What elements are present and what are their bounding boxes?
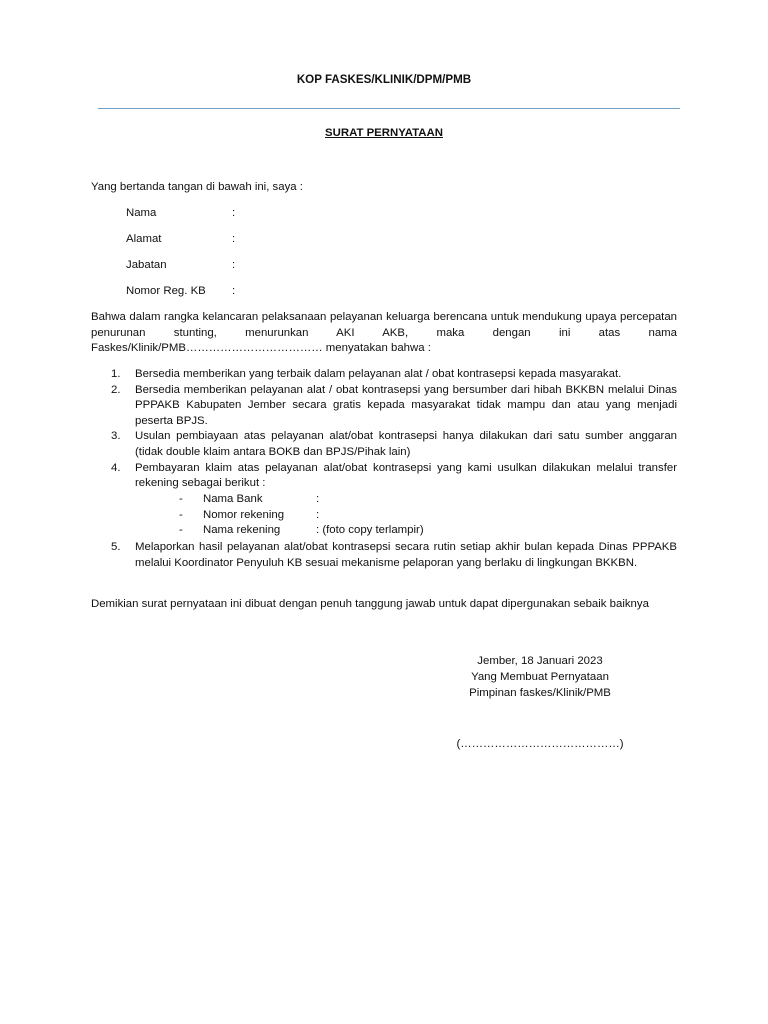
field-jabatan [126,258,235,274]
field-label: Nama [126,207,157,219]
statement-text: Bersedia memberikan yang terbaik dalam pelayanan alat / obat kontrasepsi kepada masyarakat. [135,368,622,380]
bank-detail-value: : [316,493,320,505]
statement-text: Pembayaran klaim atas pelayanan alat/obat kontrasepsi yang kami usulkan dilakukan melalui transfer rekening sebagai berikut : [135,461,677,490]
dash-bullet: - [179,508,183,521]
bank-detail-label: Nomor rekening [203,508,285,521]
bank-detail-row [135,508,675,524]
closing-paragraph: Demikian surat pernyataan ini dibuat dengan penuh tanggung jawab untuk dapat dipergunakan sebaik baiknya [91,598,649,610]
field-label: Alamat [126,233,162,245]
statement-number: 2. [111,383,121,396]
statement-item [91,383,677,430]
statement-number: 4. [111,461,121,474]
signature-place-date: Jember, 18 Januari 2023 [477,655,603,667]
bank-account-list [135,492,675,539]
field-colon: : [232,207,236,219]
statement-list-continued [91,540,677,571]
intro-text: Yang bertanda tangan di bawah ini, saya : [91,181,303,193]
statement-number: 3. [111,430,121,443]
bank-detail-label: Nama rekening [203,524,281,537]
statement-item [91,540,677,571]
statement-number: 5. [111,541,121,553]
body-paragraph: Bahwa dalam rangka kelancaran pelaksanaan pelayanan keluarga berencana untuk mendukung upaya percepatan penurunan stunting, menurunkan AKI AKB, maka dengan ini atas nama Faskes/Klinik/PMB……………………………… menyatakan bahwa : [91,311,677,355]
field-nomor-reg-kb [126,284,235,300]
statement-item [91,367,677,383]
dash-bullet: - [179,524,183,537]
field-nama [126,206,235,222]
field-colon: : [232,285,236,297]
document-title [0,126,768,142]
field-alamat [126,232,235,248]
signature-name-placeholder: (……………………………………) [456,738,624,750]
statement-text: Bersedia memberikan pelayanan alat / obat kontrasepsi yang bersumber dari hibah BKKBN melalui Dinas PPPAKB Kabupaten Jember secara gratis kepada masyarakat tidak mampu dan atau yang menjadi peserta BPJS. [135,383,677,427]
statement-text: Melaporkan hasil pelayanan alat/obat kontrasepsi secara rutin setiap akhir bulan kepada Dinas PPPAKB melalui Koordinator Penyuluh KB sesuai mekanisme pelaporan yang berlaku di lingkungan BKKBN. [135,541,677,569]
statement-text: Usulan pembiayaan atas pelayanan alat/obat kontrasepsi hanya dilakukan dari satu sumber anggaran (tidak double klaim antara BOKB dan BPJS/Pihak lain) [135,430,677,458]
field-label: Nomor Reg. KB [126,285,206,297]
statement-item [91,461,677,492]
dash-bullet: - [179,493,183,505]
document-title-text: SURAT PERNYATAAN [325,127,443,139]
bank-detail-value: : [316,508,320,521]
signature-maker: Yang Membuat Pernyataan [471,671,609,683]
field-colon: : [232,259,236,271]
signature-position: Pimpinan faskes/Klinik/PMB [469,687,611,699]
statement-item [91,429,677,460]
bank-detail-row [135,492,675,508]
field-colon: : [232,233,236,245]
statement-list [91,367,677,492]
statement-number: 1. [111,368,121,380]
letterhead: KOP FASKES/KLINIK/DPM/PMB [296,73,472,86]
bank-detail-row [135,523,675,539]
bank-detail-value: : (foto copy terlampir) [316,524,424,537]
bank-detail-label: Nama Bank [203,493,263,505]
field-label: Jabatan [126,259,167,271]
letterhead-divider [98,108,680,109]
